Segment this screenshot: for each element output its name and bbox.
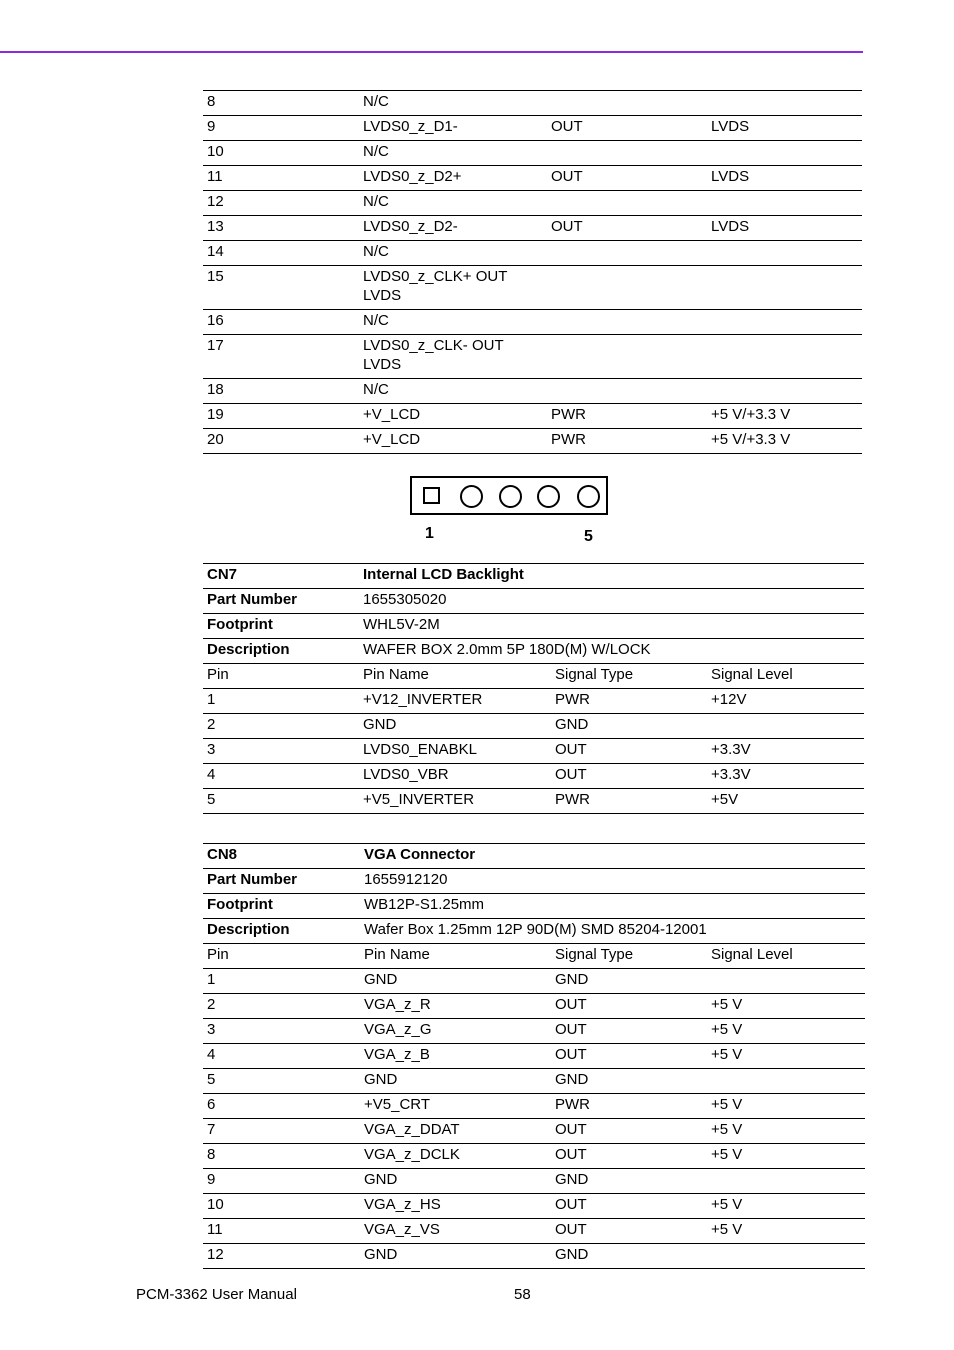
pin-cell: 17 bbox=[203, 335, 359, 379]
table-row bbox=[203, 614, 864, 639]
signal-level-cell: +5 V/+3.3 V bbox=[707, 429, 862, 454]
pin-cell: 20 bbox=[203, 429, 359, 454]
table-row bbox=[203, 1169, 865, 1194]
table-row bbox=[203, 994, 865, 1019]
column-header-row bbox=[203, 664, 864, 689]
signal-type-cell: PWR bbox=[547, 429, 707, 454]
table-row bbox=[203, 266, 862, 310]
signal-type-cell: GND bbox=[551, 1169, 707, 1194]
pin-name-text: LVDS0_z_CLK- OUT bbox=[363, 337, 504, 354]
signal-type-cell: PWR bbox=[551, 789, 707, 814]
pin-cell: 1 bbox=[203, 969, 360, 994]
table-row bbox=[203, 639, 864, 664]
signal-level-cell: +5 V bbox=[707, 994, 865, 1019]
signal-level-cell: +5 V bbox=[707, 1144, 865, 1169]
pin-name-cell: N/C bbox=[359, 191, 547, 216]
signal-type-cell: OUT bbox=[547, 166, 707, 191]
pin-name-cell: GND bbox=[360, 1069, 551, 1094]
signal-type-cell: OUT bbox=[551, 1219, 707, 1244]
pin-cell: 13 bbox=[203, 216, 359, 241]
signal-type-cell: OUT bbox=[551, 1044, 707, 1069]
table-row bbox=[203, 91, 862, 116]
connector-title: Internal LCD Backlight bbox=[359, 564, 864, 589]
signal-level-cell: +5 V/+3.3 V bbox=[707, 404, 862, 429]
pin-cell: 12 bbox=[203, 191, 359, 216]
table-row bbox=[203, 429, 862, 454]
part-number-value: 1655912120 bbox=[360, 869, 865, 894]
signal-level-cell: +5 V bbox=[707, 1194, 865, 1219]
pin-name-cell: N/C bbox=[359, 91, 547, 116]
pin-name-cell: GND bbox=[359, 714, 551, 739]
connector-diagram bbox=[410, 476, 608, 515]
signal-type-cell bbox=[547, 266, 707, 310]
pin-name-cell bbox=[359, 266, 547, 310]
signal-type-cell: GND bbox=[551, 714, 707, 739]
pin-cell: 5 bbox=[203, 1069, 360, 1094]
pin-circle-icon bbox=[499, 485, 522, 508]
description-value: WAFER BOX 2.0mm 5P 180D(M) W/LOCK bbox=[359, 639, 864, 664]
column-header: Pin bbox=[203, 664, 359, 689]
pin-name-cell: LVDS0_z_D1- bbox=[359, 116, 547, 141]
signal-type-cell: GND bbox=[551, 969, 707, 994]
signal-type-cell: OUT bbox=[551, 1144, 707, 1169]
pin-name-cell: VGA_z_B bbox=[360, 1044, 551, 1069]
part-number-label: Part Number bbox=[203, 589, 359, 614]
table-row bbox=[203, 404, 862, 429]
pin-cell: 14 bbox=[203, 241, 359, 266]
table-row bbox=[203, 1019, 865, 1044]
pin-name-cell: VGA_z_DDAT bbox=[360, 1119, 551, 1144]
table-row bbox=[203, 789, 864, 814]
signal-type-cell: GND bbox=[551, 1069, 707, 1094]
pin-cell: 8 bbox=[203, 1144, 360, 1169]
signal-type-cell: OUT bbox=[551, 1019, 707, 1044]
signal-level-cell bbox=[707, 379, 862, 404]
signal-type-cell: OUT bbox=[551, 1194, 707, 1219]
table-row bbox=[203, 894, 865, 919]
pin-name-cell: GND bbox=[360, 1244, 551, 1269]
signal-level-cell: +12V bbox=[707, 689, 864, 714]
signal-type-cell: GND bbox=[551, 1244, 707, 1269]
pin-name-cell: VGA_z_VS bbox=[360, 1219, 551, 1244]
pin-name-cell: N/C bbox=[359, 310, 547, 335]
signal-type-cell bbox=[547, 335, 707, 379]
table-row bbox=[203, 564, 864, 589]
pin-1-square-icon bbox=[423, 487, 440, 504]
table-row bbox=[203, 689, 864, 714]
signal-type-cell: OUT bbox=[551, 739, 707, 764]
pin-circle-icon bbox=[577, 485, 600, 508]
lvds-pin-table bbox=[203, 90, 862, 454]
part-number-label: Part Number bbox=[203, 869, 360, 894]
column-header: Signal Type bbox=[551, 944, 707, 969]
table-row bbox=[203, 335, 862, 379]
signal-level-cell: LVDS bbox=[707, 166, 862, 191]
pin-cell: 6 bbox=[203, 1094, 360, 1119]
pin-name-cell: VGA_z_R bbox=[360, 994, 551, 1019]
signal-type-cell: OUT bbox=[551, 1119, 707, 1144]
footprint-value: WHL5V-2M bbox=[359, 614, 864, 639]
column-header: Signal Type bbox=[551, 664, 707, 689]
description-value: Wafer Box 1.25mm 12P 90D(M) SMD 85204-12001 bbox=[360, 919, 865, 944]
signal-level-cell: +5 V bbox=[707, 1219, 865, 1244]
pin-name-cell: VGA_z_HS bbox=[360, 1194, 551, 1219]
table-row bbox=[203, 166, 862, 191]
column-header-row bbox=[203, 944, 865, 969]
table-row bbox=[203, 1194, 865, 1219]
pin-cell: 11 bbox=[203, 1219, 360, 1244]
part-number-value: 1655305020 bbox=[359, 589, 864, 614]
table-row bbox=[203, 869, 865, 894]
signal-type-cell: PWR bbox=[551, 689, 707, 714]
pin-cell: 12 bbox=[203, 1244, 360, 1269]
pin-name-cell: LVDS0_ENABKL bbox=[359, 739, 551, 764]
signal-type-cell: PWR bbox=[547, 404, 707, 429]
pin-name-cell: N/C bbox=[359, 241, 547, 266]
pin-last-label: 5 bbox=[584, 528, 593, 545]
pin-name-cell: +V_LCD bbox=[359, 404, 547, 429]
pin-cell: 4 bbox=[203, 1044, 360, 1069]
signal-level-cell: LVDS bbox=[707, 216, 862, 241]
pin-name-cell: LVDS0_z_D2- bbox=[359, 216, 547, 241]
connector-title: VGA Connector bbox=[360, 844, 865, 869]
signal-type-cell: OUT bbox=[547, 116, 707, 141]
connector-id: CN8 bbox=[203, 844, 360, 869]
pin-name-text: LVDS0_z_CLK+ OUT bbox=[363, 268, 508, 285]
signal-level-cell: +5 V bbox=[707, 1019, 865, 1044]
signal-level-cell bbox=[707, 241, 862, 266]
column-header: Signal Level bbox=[707, 664, 864, 689]
signal-level-cell: +3.3V bbox=[707, 764, 864, 789]
signal-level-cell: +5 V bbox=[707, 1119, 865, 1144]
signal-level-cell bbox=[707, 969, 865, 994]
pin-name-cell: +V_LCD bbox=[359, 429, 547, 454]
pin-cell: 3 bbox=[203, 739, 359, 764]
pin-cell: 5 bbox=[203, 789, 359, 814]
pin-name-cell: LVDS0_VBR bbox=[359, 764, 551, 789]
signal-level-cell bbox=[707, 310, 862, 335]
column-header: Pin Name bbox=[360, 944, 551, 969]
table-row bbox=[203, 141, 862, 166]
cn8-table bbox=[203, 843, 865, 1269]
table-row bbox=[203, 1119, 865, 1144]
signal-level-text: LVDS bbox=[363, 356, 402, 373]
pin-name-cell: +V5_CRT bbox=[360, 1094, 551, 1119]
pin-cell: 3 bbox=[203, 1019, 360, 1044]
pin-cell: 9 bbox=[203, 116, 359, 141]
table-row bbox=[203, 1094, 865, 1119]
header-rule bbox=[0, 51, 863, 53]
pin-cell: 18 bbox=[203, 379, 359, 404]
signal-level-cell: +5 V bbox=[707, 1094, 865, 1119]
table-row bbox=[203, 1044, 865, 1069]
signal-level-cell bbox=[707, 141, 862, 166]
pin-circle-icon bbox=[537, 485, 560, 508]
pin-cell: 2 bbox=[203, 714, 359, 739]
footer-page-number: 58 bbox=[514, 1286, 531, 1303]
footer-manual-title: PCM-3362 User Manual bbox=[136, 1286, 297, 1303]
pin-cell: 9 bbox=[203, 1169, 360, 1194]
table-row bbox=[203, 1144, 865, 1169]
signal-level-cell bbox=[707, 266, 862, 310]
footprint-label: Footprint bbox=[203, 894, 360, 919]
signal-level-text: LVDS bbox=[363, 287, 402, 304]
table-row bbox=[203, 589, 864, 614]
table-row bbox=[203, 116, 862, 141]
table-row bbox=[203, 379, 862, 404]
signal-type-cell: OUT bbox=[551, 764, 707, 789]
signal-level-cell bbox=[707, 1069, 865, 1094]
signal-type-cell: OUT bbox=[551, 994, 707, 1019]
table-row bbox=[203, 310, 862, 335]
column-header: Pin bbox=[203, 944, 360, 969]
table-row bbox=[203, 969, 865, 994]
table-row bbox=[203, 714, 864, 739]
signal-level-cell: LVDS bbox=[707, 116, 862, 141]
signal-level-cell bbox=[707, 1244, 865, 1269]
signal-type-cell: PWR bbox=[551, 1094, 707, 1119]
signal-type-cell bbox=[547, 379, 707, 404]
signal-level-cell bbox=[707, 1169, 865, 1194]
cn7-table bbox=[203, 563, 864, 814]
description-label: Description bbox=[203, 639, 359, 664]
signal-level-cell: +3.3V bbox=[707, 739, 864, 764]
pin-name-cell: GND bbox=[360, 1169, 551, 1194]
pin-cell: 2 bbox=[203, 994, 360, 1019]
table-row bbox=[203, 216, 862, 241]
pin-first-label: 1 bbox=[425, 525, 434, 542]
footprint-value: WB12P-S1.25mm bbox=[360, 894, 865, 919]
pin-name-cell: LVDS0_z_D2+ bbox=[359, 166, 547, 191]
signal-level-cell bbox=[707, 91, 862, 116]
pin-name-cell: VGA_z_G bbox=[360, 1019, 551, 1044]
connector-id: CN7 bbox=[203, 564, 359, 589]
signal-type-cell bbox=[547, 241, 707, 266]
signal-type-cell: OUT bbox=[547, 216, 707, 241]
signal-level-cell: +5 V bbox=[707, 1044, 865, 1069]
pin-name-cell: +V12_INVERTER bbox=[359, 689, 551, 714]
signal-type-cell bbox=[547, 310, 707, 335]
signal-level-cell bbox=[707, 714, 864, 739]
signal-type-cell bbox=[547, 91, 707, 116]
signal-type-cell bbox=[547, 141, 707, 166]
table-row bbox=[203, 739, 864, 764]
table-row bbox=[203, 241, 862, 266]
pin-cell: 10 bbox=[203, 141, 359, 166]
footprint-label: Footprint bbox=[203, 614, 359, 639]
pin-cell: 11 bbox=[203, 166, 359, 191]
pin-name-cell: N/C bbox=[359, 141, 547, 166]
table-row bbox=[203, 919, 865, 944]
column-header: Signal Level bbox=[707, 944, 865, 969]
signal-level-cell bbox=[707, 335, 862, 379]
pin-name-cell: +V5_INVERTER bbox=[359, 789, 551, 814]
table-row bbox=[203, 844, 865, 869]
pin-cell: 7 bbox=[203, 1119, 360, 1144]
pin-cell: 1 bbox=[203, 689, 359, 714]
column-header: Pin Name bbox=[359, 664, 551, 689]
pin-cell: 15 bbox=[203, 266, 359, 310]
pin-cell: 4 bbox=[203, 764, 359, 789]
table-row bbox=[203, 764, 864, 789]
pin-cell: 19 bbox=[203, 404, 359, 429]
pin-name-cell: N/C bbox=[359, 379, 547, 404]
description-label: Description bbox=[203, 919, 360, 944]
pin-name-cell bbox=[359, 335, 547, 379]
signal-type-cell bbox=[547, 191, 707, 216]
table-row bbox=[203, 1069, 865, 1094]
table-row bbox=[203, 191, 862, 216]
signal-level-cell: +5V bbox=[707, 789, 864, 814]
pin-cell: 16 bbox=[203, 310, 359, 335]
table-row bbox=[203, 1244, 865, 1269]
pin-circle-icon bbox=[460, 485, 483, 508]
pin-name-cell: VGA_z_DCLK bbox=[360, 1144, 551, 1169]
table-row bbox=[203, 1219, 865, 1244]
pin-cell: 10 bbox=[203, 1194, 360, 1219]
pin-name-cell: GND bbox=[360, 969, 551, 994]
signal-level-cell bbox=[707, 191, 862, 216]
pin-cell: 8 bbox=[203, 91, 359, 116]
